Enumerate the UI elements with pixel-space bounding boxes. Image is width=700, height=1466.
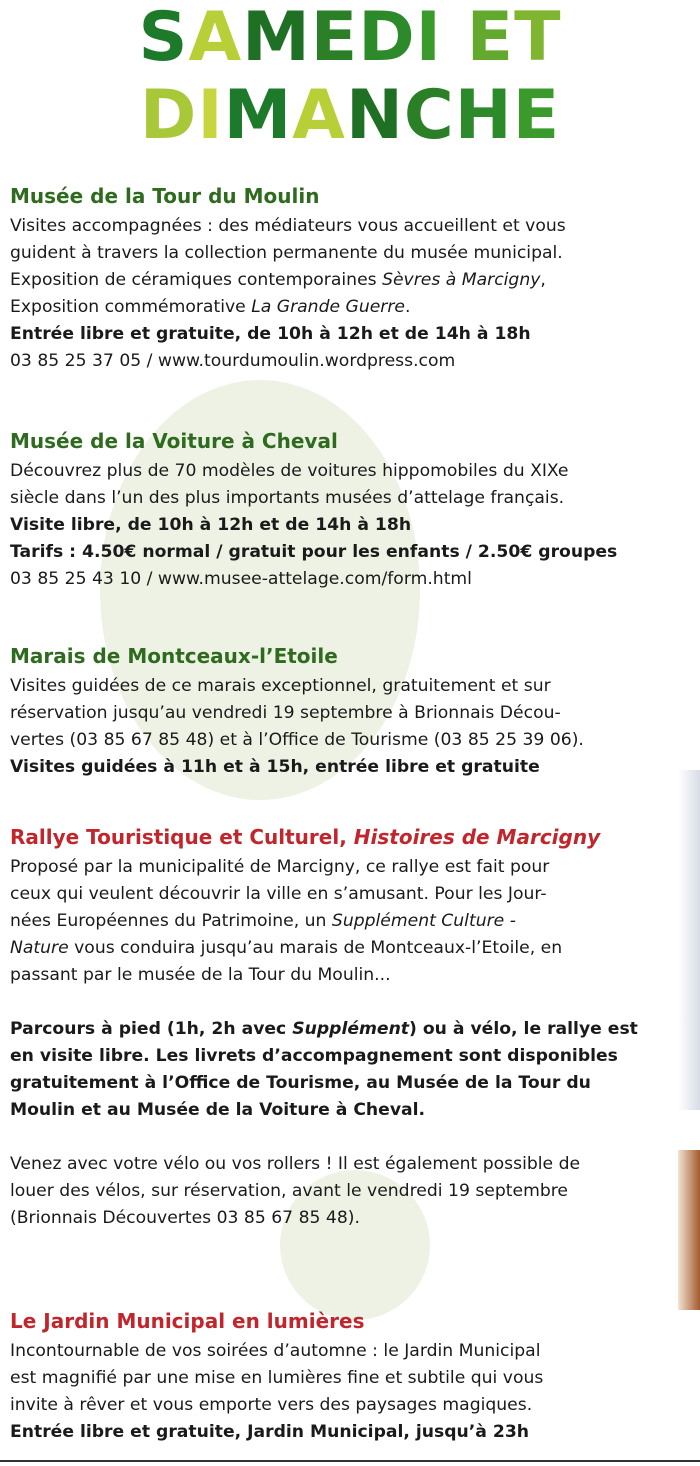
page-title — [0, 0, 700, 158]
bottom-rule — [0, 1460, 700, 1462]
title-letter: N — [345, 76, 404, 155]
section-text: Visites accompagnées : des médiateurs vous accueillent et vous guident à travers la collection permanente du musée municipal. Exposition de céramiques contemporaines Sèvres à Marcigny, Exposition commémorative La Grande Guerre. Entrée libre et gratuite, de 10h à 12h et de 14h à 18h 03 85 25 37 05 / www.tourdumoulin.wordpress.com — [10, 216, 566, 371]
title-letter: S — [138, 0, 189, 77]
section-text-bold: Parcours à pied (1h, 2h avec Supplément) ou à vélo, le rallye est en visite libre. Les livrets d’accompagnement sont disponibles gratuitement à l’Office de Tourisme, au Musée de la Tour du Moulin et au Musée de la Voiture à Cheval. — [10, 1019, 638, 1120]
title-letter: M — [223, 76, 293, 155]
title-letter: M — [242, 0, 311, 77]
section-heading: Musée de la Tour du Moulin — [10, 184, 320, 208]
title-letter: D — [139, 76, 198, 155]
section-rallye — [10, 824, 660, 1232]
adjacent-photo-edge — [678, 1150, 700, 1310]
title-letter: I — [197, 76, 224, 155]
title-letter: E — [512, 76, 561, 155]
title-letter: E — [466, 0, 515, 77]
adjacent-page-edge — [678, 770, 700, 1110]
hours-text: Visites guidées à 11h et à 15h, entrée libre et gratuite — [10, 757, 540, 777]
title-letter: I — [415, 0, 442, 77]
title-line-1 — [0, 0, 700, 78]
title-letter: E — [310, 0, 359, 77]
title-letter: A — [188, 0, 243, 77]
hours-text: Entrée libre et gratuite, Jardin Municipal, jusqu’à 23h — [10, 1422, 530, 1442]
title-letter: C — [403, 76, 455, 155]
section-musee-voiture-a-cheval — [10, 428, 660, 593]
section-text: Découvrez plus de 70 modèles de voitures hippomobiles du XIXe siècle dans l’un des plus importants musées d’attelage français. Visite libre, de 10h à 12h et de 14h à 18h Tarifs : 4.50€ normal / gratuit pour les enfants / 2.50€ groupes 03 85 25 43 10 / www.musee-attelage.com/form.html — [10, 461, 618, 589]
section-text: Venez avec votre vélo ou vos rollers ! Il est également possible de louer des vélos, sur réservation, avant le vendredi 19 septembre (Brionnais Découvertes 03 85 67 85 48). — [10, 1154, 581, 1228]
section-marais-montceaux — [10, 643, 660, 781]
section-heading: Rallye Touristique et Culturel, Histoires de Marcigny — [10, 825, 601, 849]
title-letter: H — [454, 76, 513, 155]
title-letter: A — [292, 76, 346, 155]
hours-text: Visite libre, de 10h à 12h et de 14h à 18h — [10, 515, 412, 535]
title-letter: T — [514, 0, 562, 77]
hours-text: Entrée libre et gratuite, de 10h à 12h et de 14h à 18h — [10, 324, 531, 344]
section-musee-tour-du-moulin — [10, 183, 660, 375]
section-jardin-municipal — [10, 1308, 660, 1446]
section-text: Incontournable de vos soirées d’automne : le Jardin Municipal est magnifié par une mise en lumières fine et subtile qui vous invite à rêver et vous emporte vers des paysages magiques. Entrée libre et gratuite, Jardin Municipal, jusqu’à 23h — [10, 1341, 544, 1442]
contact-text: 03 85 25 43 10 / www.musee-attelage.com/form.html — [10, 569, 472, 589]
prices-text: Tarifs : 4.50€ normal / gratuit pour les enfants / 2.50€ groupes — [10, 542, 618, 562]
section-heading: Marais de Montceaux-l’Etoile — [10, 644, 338, 668]
title-letter: D — [358, 0, 416, 77]
section-heading: Musée de la Voiture à Cheval — [10, 429, 338, 453]
title-line-2 — [0, 78, 700, 158]
contact-text: 03 85 25 37 05 / www.tourdumoulin.wordpress.com — [10, 351, 456, 371]
section-heading: Le Jardin Municipal en lumières — [10, 1309, 365, 1333]
title-letter — [442, 0, 467, 77]
section-text: Visites guidées de ce marais exceptionnel, gratuitement et sur réservation jusqu’au vendredi 19 septembre à Brionnais Décou- vertes (03 85 67 85 48) et à l’Office de Tourisme (03 85 25 39 06). Visites guidées à 11h et à 15h, entrée libre et gratuite — [10, 676, 584, 777]
section-text: Proposé par la municipalité de Marcigny, ce rallye est fait pour ceux qui veulent découvrir la ville en s’amusant. Pour les Jour- nées Européennes du Patrimoine, un Supplément Culture - Nature vous conduira jusqu’au marais de Montceaux-l’Etoile, en passant par le musée de la Tour du Moulin... — [10, 857, 563, 985]
